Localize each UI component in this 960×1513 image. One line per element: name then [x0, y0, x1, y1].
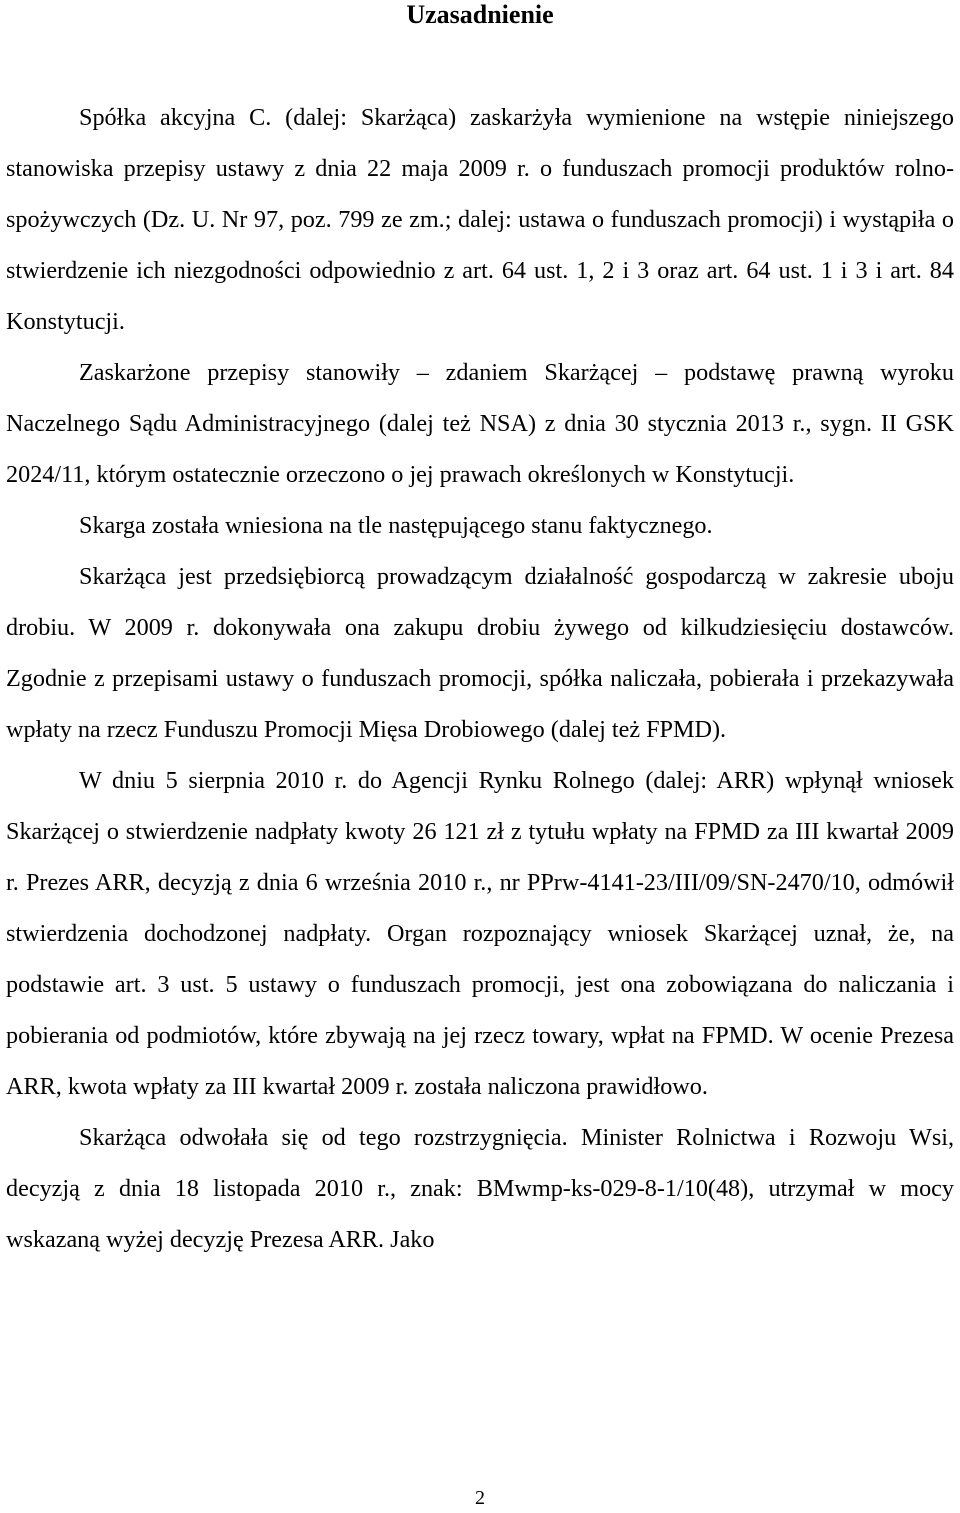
paragraph-facts-intro: Skarga została wniesiona na tle następującego stanu faktycznego. [79, 512, 713, 539]
paragraph-complaint-intro: Spółka akcyjna C. (dalej: Skarżąca) zaskarżyła wymienione na wstępie niniejszego stanowiska przepisy ustawy z dnia 22 maja 2009 r. o funduszach promocji produktów rolno-spożywczych (Dz. U. Nr 97, poz. 799 ze zm.; dalej: ustawa o funduszach promocji) i wystąpiła o stwierdzenie ich niezgodności odpowiednio z art. 64 ust. 1, 2 i 3 oraz art. 64 ust. 1 i 3 i art. 84 Konstytucji. [6, 104, 954, 335]
paragraph-appeal: Skarżąca odwołała się od tego rozstrzygnięcia. Minister Rolnictwa i Rozwoju Wsi, decyzją z dnia 18 listopada 2010 r., znak: BMwmp-ks-029-8-1/10(48), utrzymał w mocy wskazaną wyżej decyzję Prezesa ARR. Jako [6, 1124, 954, 1253]
paragraph-overpayment-request: W dniu 5 sierpnia 2010 r. do Agencji Rynku Rolnego (dalej: ARR) wpłynął wniosek Skarżącej o stwierdzenie nadpłaty kwoty 26 121 zł z tytułu wpłaty na FPMD za III kwartał 2009 r. Prezes ARR, decyzją z dnia 6 września 2010 r., nr PPrw-4141-23/III/09/SN-2470/10, odmówił stwierdzenia dochodzonej nadpłaty. Organ rozpoznający wniosek Skarżącej uznał, że, na podstawie art. 3 ust. 5 ustawy o funduszach promocji, jest ona zobowiązana do naliczania i pobierania od podmiotów, które zbywają na jej rzecz towary, wpłat na FPMD. W ocenie Prezesa ARR, kwota wpłaty za III kwartał 2009 r. została naliczona prawidłowo. [6, 767, 954, 1100]
document-title: Uzasadnienie [406, 0, 554, 29]
paragraph-legal-basis: Zaskarżone przepisy stanowiły – zdaniem Skarżącej – podstawę prawną wyroku Naczelnego Sądu Administracyjnego (dalej też NSA) z dnia 30 stycznia 2013 r., sygn. II GSK 2024/11, którym ostatecznie orzeczono o jej prawach określonych w Konstytucji. [6, 359, 954, 488]
paragraph-business-description: Skarżąca jest przedsiębiorcą prowadzącym działalność gospodarczą w zakresie uboju drobiu. W 2009 r. dokonywała ona zakupu drobiu żywego od kilkudziesięciu dostawców. Zgodnie z przepisami ustawy o funduszach promocji, spółka naliczała, pobierała i przekazywała wpłaty na rzecz Funduszu Promocji Mięsa Drobiowego (dalej też FPMD). [6, 563, 954, 743]
page-number: 2 [475, 1487, 485, 1509]
document-page [6, 0, 954, 1265]
